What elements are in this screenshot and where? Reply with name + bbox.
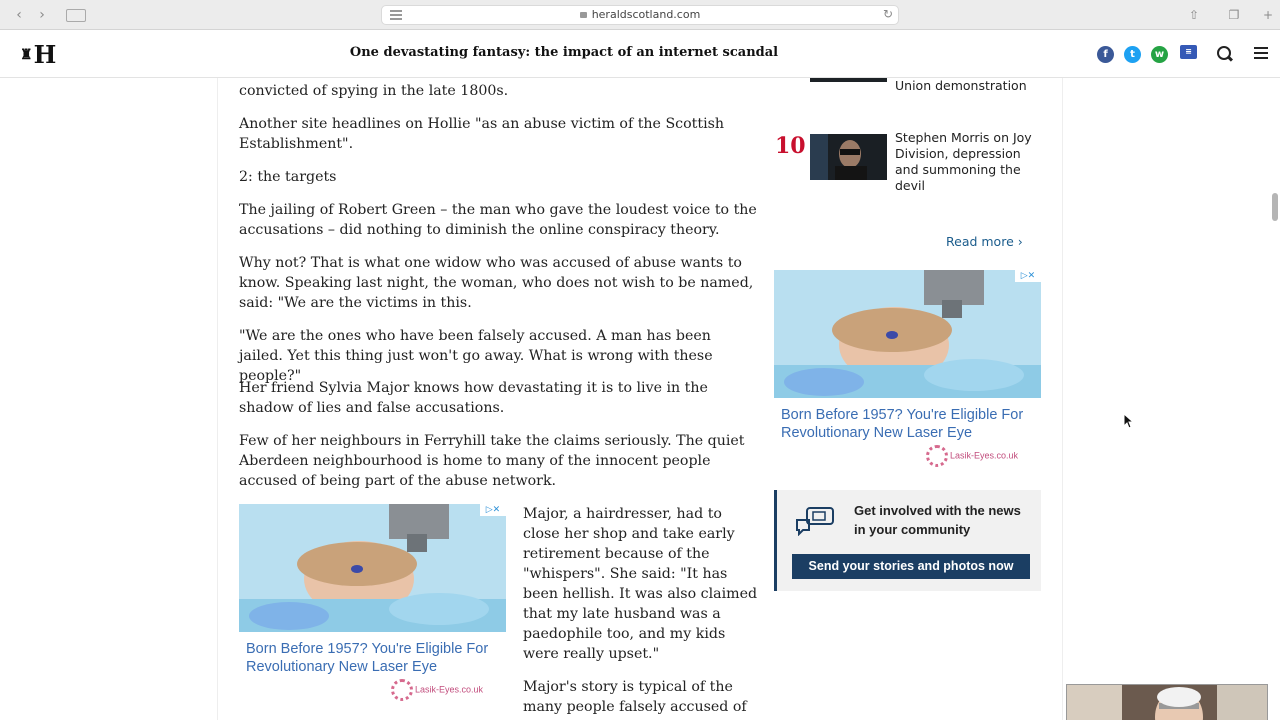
ad-brand-logo-icon: [926, 445, 948, 467]
forward-button[interactable]: [31, 6, 53, 24]
whatsapp-icon: w: [1154, 49, 1165, 60]
ad-image[interactable]: [239, 504, 506, 632]
article-paragraph: "We are the ones who have been falsely accused. A man has been jailed. Yet this thing just won't go away. What is wrong with these people?": [239, 328, 713, 384]
whatsapp-share-button[interactable]: [1151, 46, 1168, 63]
adchoices-icon[interactable]: ▷✕: [1015, 270, 1041, 282]
twitter-icon: t: [1130, 49, 1135, 60]
tabs-icon: ❐: [1228, 8, 1240, 22]
chevron-right-icon: ›: [39, 7, 45, 23]
plus-icon: +: [1262, 8, 1274, 22]
lock-icon: [580, 12, 587, 18]
reload-icon[interactable]: ↻: [882, 7, 893, 21]
article-paragraph: Her friend Sylvia Major knows how devastating it is to live in the shadow of lies and false accusations.: [239, 380, 708, 416]
article-paragraph: Another site headlines on Hollie "as an abuse victim of the Scottish Establishment".: [239, 116, 725, 152]
sidebar-toggle-button[interactable]: [66, 9, 86, 22]
scrollbar-thumb[interactable]: [1272, 193, 1278, 221]
ad-brand-logo-icon: [391, 679, 413, 701]
ad-brand: Lasik-Eyes.co.uk: [391, 679, 483, 701]
ad-caption[interactable]: Born Before 1957? You're Eligible For Revolutionary New Laser Eye: [781, 407, 1024, 441]
webcam-image: [1067, 685, 1268, 720]
facebook-icon: f: [1103, 49, 1108, 60]
site-header: [0, 30, 1280, 78]
article-paragraph: Few of her neighbours in Ferryhill take the claims seriously. The quiet Aberdeen neighbourhood is home to many of the innocent people accused of being part of the abuse network.: [239, 433, 745, 489]
url-text: heraldscotland.com: [591, 8, 701, 21]
sidebar-item-rank: 10: [775, 133, 806, 159]
crest-icon: ♜: [20, 47, 33, 63]
community-callout: [774, 490, 1041, 591]
ad-image[interactable]: [774, 270, 1041, 398]
ad-brand: Lasik-Eyes.co.uk: [926, 445, 1018, 467]
read-more-link[interactable]: Read more ›: [946, 234, 1023, 249]
share-button[interactable]: [1183, 6, 1205, 24]
send-stories-button[interactable]: Send your stories and photos now: [792, 554, 1030, 579]
menu-icon[interactable]: [1254, 47, 1268, 59]
page-title: One devastating fantasy: the impact of an internet scandal: [349, 45, 779, 60]
sidebar-ad[interactable]: [774, 270, 1041, 470]
new-tab-button[interactable]: [1257, 6, 1279, 24]
mouse-cursor-icon: [1123, 413, 1135, 429]
article-paragraph: Why not? That is what one widow who was accused of abuse wants to know. Speaking last night, the woman, who does not wish to be named, said: "We are the victims in this.: [239, 255, 754, 311]
sidebar-thumbnail[interactable]: [810, 134, 887, 180]
article-paragraph: The jailing of Robert Green – the man who gave the loudest voice to the accusations – did nothing to diminish the online conspiracy theory.: [239, 202, 757, 238]
sidebar-item-title[interactable]: Stephen Morris on Joy Division, depression and summoning the devil: [895, 130, 1032, 193]
webcam-overlay: [1066, 684, 1268, 720]
sidebar-item-title[interactable]: Union demonstration: [895, 78, 1027, 93]
thumbnail-image: [810, 134, 887, 180]
comment-icon: ≡: [1185, 47, 1192, 56]
article-subheading: 2: the targets: [239, 169, 337, 185]
address-bar[interactable]: [381, 5, 899, 25]
chevron-left-icon: ‹: [16, 7, 22, 23]
page-divider-left: [217, 78, 218, 720]
back-button[interactable]: [8, 6, 30, 24]
search-icon[interactable]: [1216, 45, 1234, 63]
share-icon: ⇧: [1188, 8, 1200, 22]
laser-eye-illustration: [774, 270, 1041, 398]
inline-ad[interactable]: [239, 504, 506, 704]
page-divider-right: [1062, 78, 1063, 720]
sidebar-thumbnail[interactable]: [810, 78, 887, 82]
community-callout-text: Get involved with the news in your community: [854, 503, 1021, 537]
twitter-share-button[interactable]: [1124, 46, 1141, 63]
comments-button[interactable]: [1180, 45, 1197, 59]
article-paragraph: convicted of spying in the late 1800s.: [239, 83, 509, 99]
site-logo[interactable]: ♜H: [20, 40, 57, 69]
browser-toolbar: [0, 0, 1280, 30]
laser-eye-illustration: [239, 504, 506, 632]
page-content: [0, 78, 1280, 720]
facebook-share-button[interactable]: [1097, 46, 1114, 63]
chat-bubbles-icon: [793, 506, 837, 536]
tabs-button[interactable]: [1223, 6, 1245, 24]
article-paragraph: Major's story is typical of the many people falsely accused of: [523, 679, 747, 715]
article-paragraph: Major, a hairdresser, had to close her shop and take early retirement because of the "whispers". She said: "It has been hellish. It was also claimed that my late husband was a paedophile too, and my kids were really upset.": [523, 506, 758, 662]
ad-caption[interactable]: Born Before 1957? You're Eligible For Revolutionary New Laser Eye: [246, 641, 489, 675]
adchoices-icon[interactable]: ▷✕: [480, 504, 506, 516]
